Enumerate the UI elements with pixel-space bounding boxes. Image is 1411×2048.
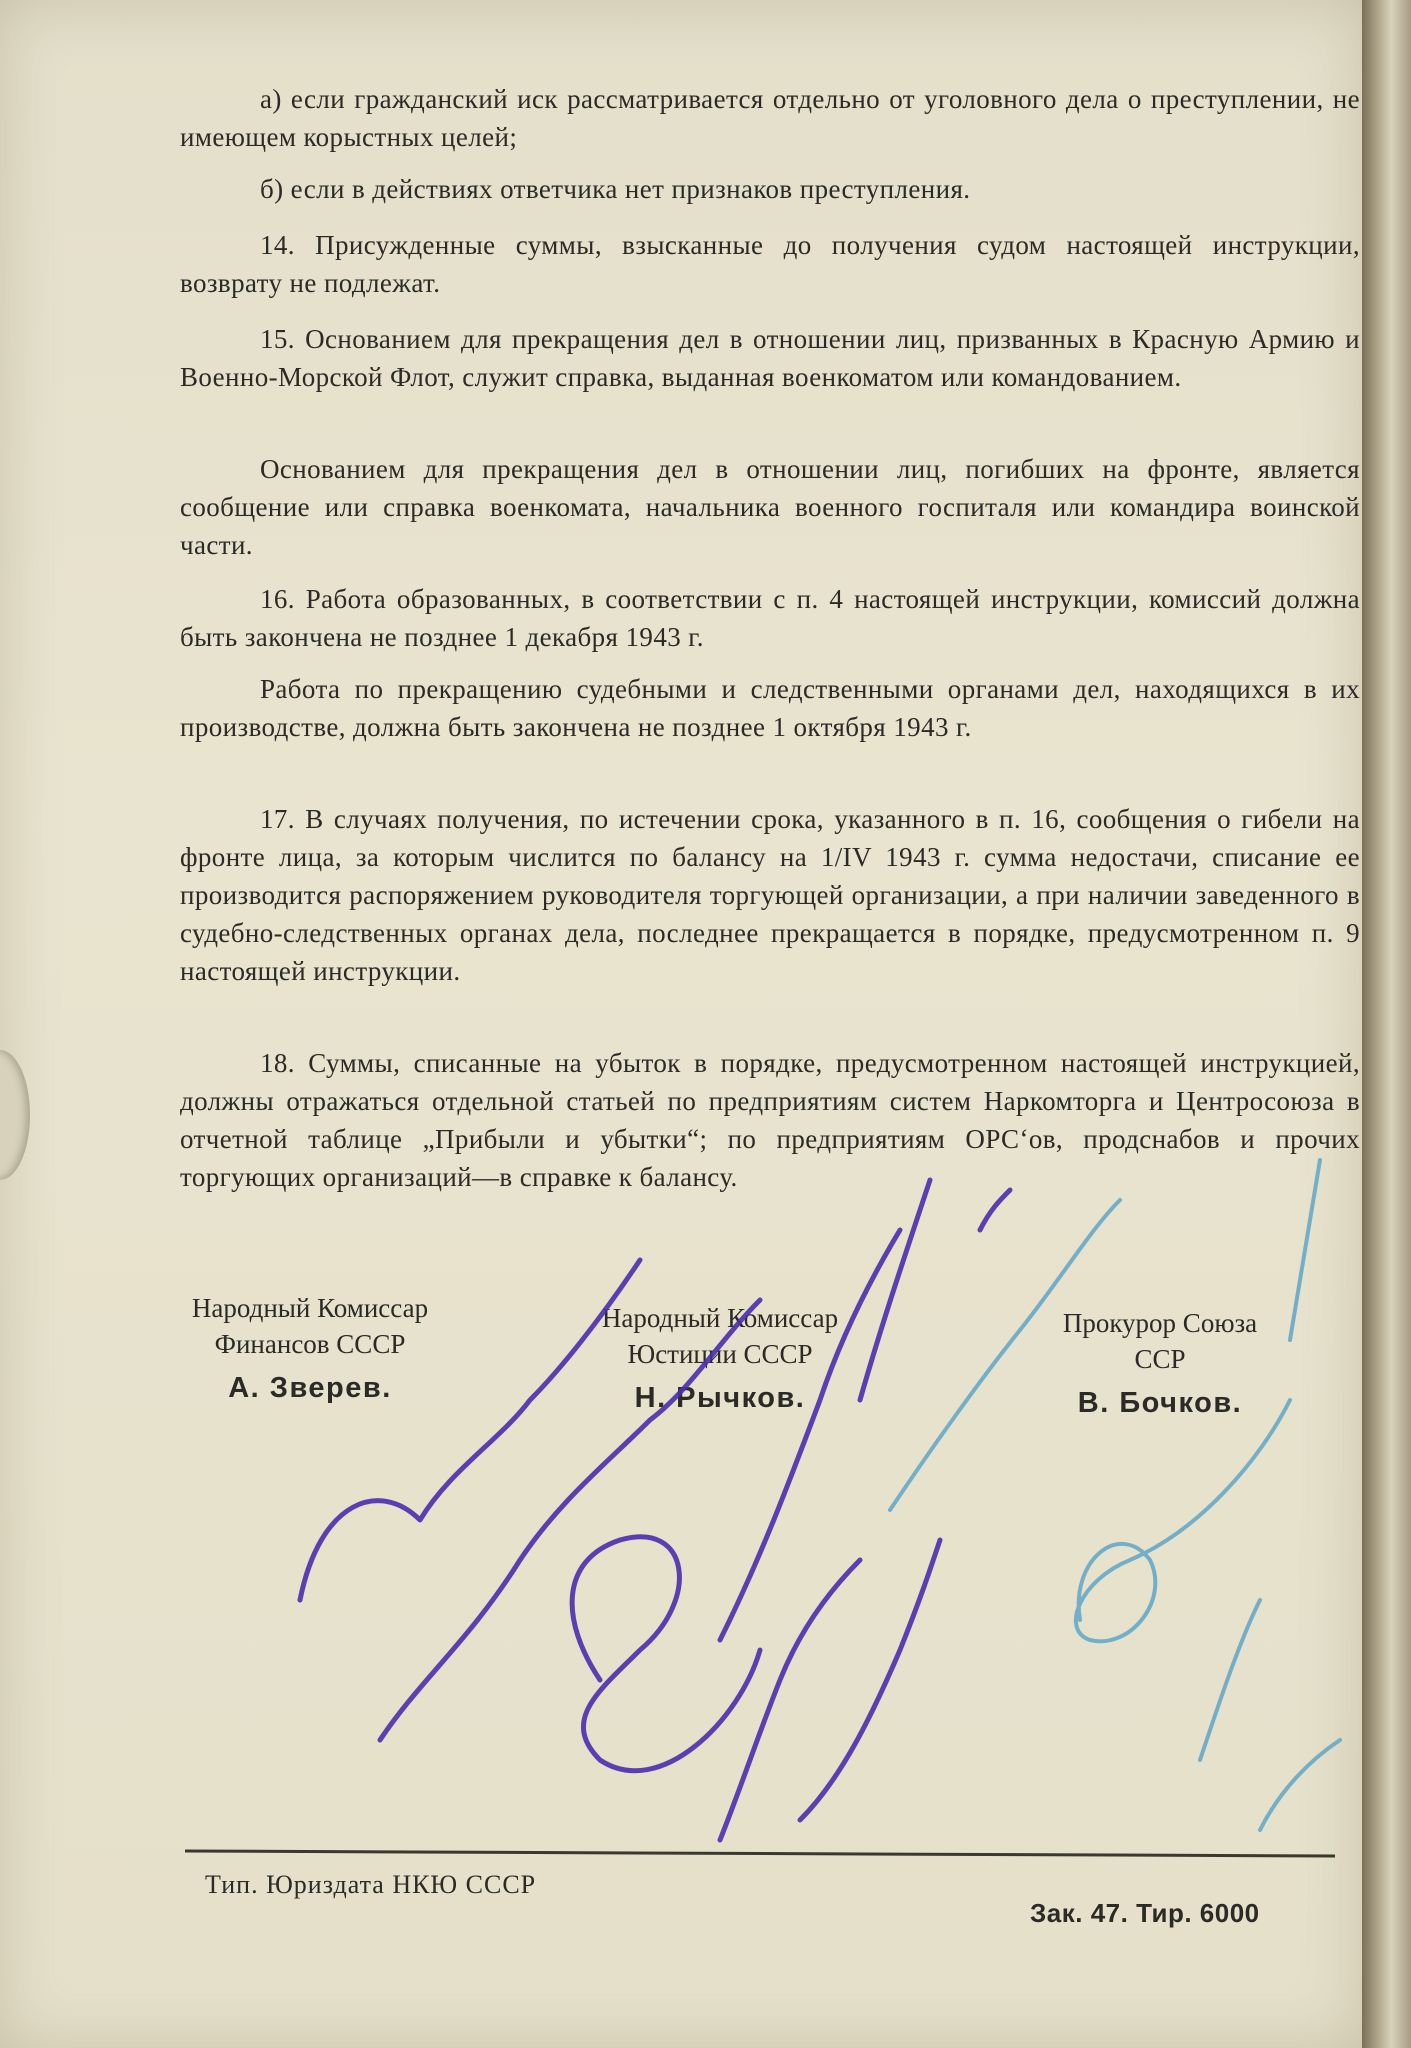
paragraph-18: 18. Суммы, списанные на убыток в порядке, предусмотренном настоящей инструкцией, должны отражаться отдельной статьей по предприятиям систем Наркомторга и Центросоюза в отчетной таблице „Прибыли и убытки“; по предприятиям ОРС‘ов, продснабов и прочих торгующих организаций—в справке к балансу. bbox=[180, 1048, 1360, 1192]
blue-ink-stroke bbox=[890, 1200, 1120, 1510]
purple-ink-stroke bbox=[720, 1230, 900, 1640]
purple-ink-stroke bbox=[800, 1540, 940, 1820]
purple-ink-stroke bbox=[380, 1300, 760, 1740]
signatory-name: В. Бочков. bbox=[1077, 1387, 1243, 1419]
signatory-title: Народный Комиссар bbox=[601, 1303, 839, 1333]
purple-ink-stroke bbox=[980, 1190, 1010, 1230]
blue-ink-stroke bbox=[1290, 1160, 1320, 1340]
order-number: Зак. 47. Тир. 6000 bbox=[1030, 1898, 1260, 1928]
purple-ink-stroke bbox=[860, 1180, 930, 1400]
paragraph-16: 16. Работа образованных, в соответствии с п. 4 настоящей инструкции, комиссий должна быть закончена не позднее 1 декабря 1943 г. bbox=[180, 584, 1360, 652]
paragraph-b: б) если в действиях ответчика нет признаков преступления. bbox=[260, 174, 971, 204]
signatory-title: Прокурор Союза bbox=[1062, 1308, 1258, 1338]
blue-ink-stroke bbox=[1260, 1740, 1340, 1830]
binding-edge bbox=[1362, 0, 1411, 2048]
paragraph-16-cont: Работа по прекращению судебными и следственными органами дел, находящихся в их производстве, должна быть закончена не позднее 1 октября 1943 г. bbox=[180, 674, 1360, 742]
signatory-title: Финансов СССР bbox=[214, 1329, 406, 1359]
paragraph-17: 17. В случаях получения, по истечении срока, указанного в п. 16, сообщения о гибели на фронте лица, за которым числится по балансу на 1/IV 1943 г. сумма недостачи, списание ее производится распоряжением руководителя торгующей организации, а при наличии заведенного в судебно-следственных органах дела, последнее прекращается в порядке, предусмотренном п. 9 настоящей инструкции. bbox=[180, 804, 1360, 986]
signatory-name: А. Зверев. bbox=[228, 1372, 392, 1404]
purple-ink-stroke bbox=[300, 1260, 640, 1600]
signatory-title: Юстиции СССР bbox=[627, 1339, 813, 1369]
paragraph-a: а) если гражданский иск рассматривается отдельно от уголовного дела о преступлении, не имеющем корыстных целей; bbox=[180, 84, 1360, 152]
blue-ink-stroke bbox=[1200, 1600, 1260, 1760]
purple-ink-stroke bbox=[572, 1537, 760, 1771]
paragraph-15-cont: Основанием для прекращения дел в отношении лиц, погибших на фронте, является сообщение или справка военкомата, начальника военного госпиталя или командира воинской части. bbox=[180, 454, 1360, 560]
signatory-title: Народный Комиссар bbox=[191, 1293, 429, 1323]
paragraph-15: 15. Основанием для прекращения дел в отношении лиц, призванных в Красную Армию и Военно-Морской Флот, служит справка, выданная военкоматом или командованием. bbox=[180, 324, 1360, 392]
printer-imprint: Тип. Юриздата НКЮ СССР bbox=[205, 1870, 537, 1899]
signatory-title: ССР bbox=[1134, 1344, 1186, 1374]
signatory-name: Н. Рычков. bbox=[634, 1382, 806, 1414]
paragraph-14: 14. Присужденные суммы, взысканные до получения судом настоящей инструкции, возврату не подлежат. bbox=[180, 230, 1360, 298]
